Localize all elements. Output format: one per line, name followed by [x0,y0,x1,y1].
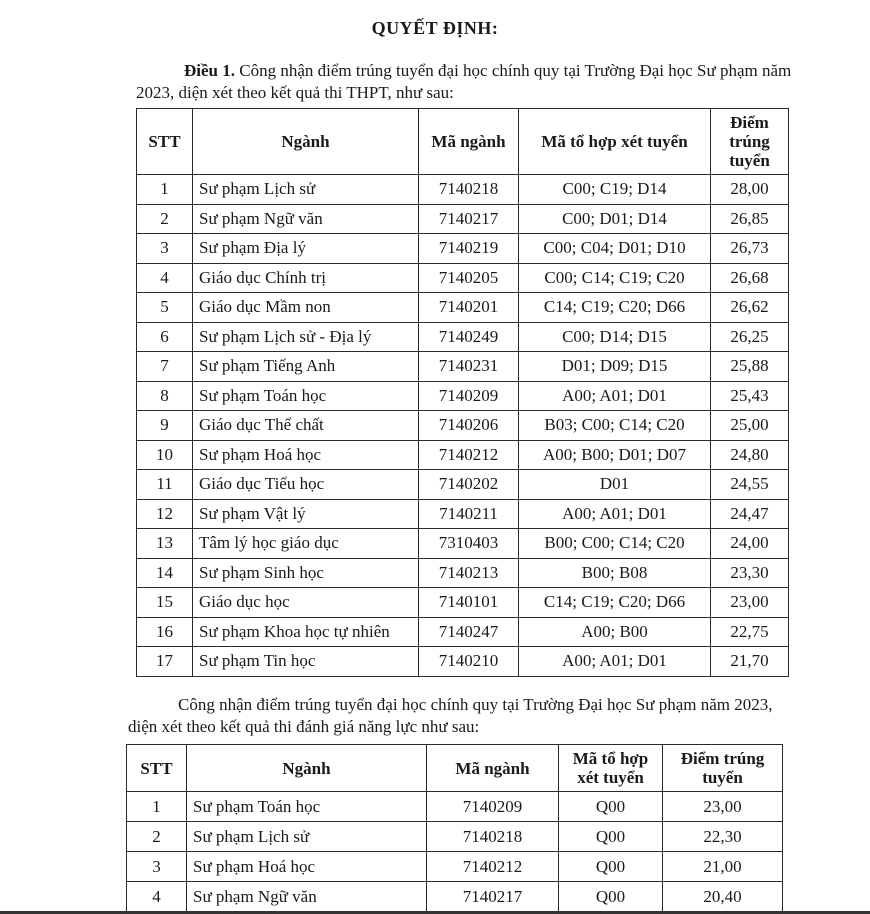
table-row [137,470,789,500]
cell-stt: 1 [127,792,187,822]
cell-diem: 25,00 [711,411,789,441]
cell-to-hop: Q00 [559,792,663,822]
table-header-row [137,109,789,175]
header-nganh: Ngành [187,745,427,792]
cell-diem: 28,00 [711,175,789,205]
cell-ma-nganh: 7140210 [419,647,519,677]
cell-stt: 3 [137,234,193,264]
cell-stt: 9 [137,411,193,441]
cell-stt: 3 [127,852,187,882]
cell-ma-nganh: 7140217 [427,882,559,912]
table-row [127,852,783,882]
cell-ma-nganh: 7140213 [419,558,519,588]
cell-nganh: Giáo dục Chính trị [193,263,419,293]
cell-ma-nganh: 7140205 [419,263,519,293]
article-1-paragraph [136,60,796,104]
cell-nganh: Sư phạm Hoá học [193,440,419,470]
cell-ma-nganh: 7140101 [419,588,519,618]
cell-to-hop: C00; D14; D15 [519,322,711,352]
cell-diem: 26,68 [711,263,789,293]
cell-diem: 26,25 [711,322,789,352]
cell-to-hop: C00; C14; C19; C20 [519,263,711,293]
cell-to-hop: A00; A01; D01 [519,499,711,529]
cell-nganh: Sư phạm Khoa học tự nhiên [193,617,419,647]
cell-to-hop: B03; C00; C14; C20 [519,411,711,441]
cell-diem: 26,85 [711,204,789,234]
cell-nganh: Sư phạm Vật lý [193,499,419,529]
article-1-label: Điều 1. [184,61,235,80]
cell-to-hop: C00; D01; D14 [519,204,711,234]
cell-nganh: Giáo dục Thể chất [193,411,419,441]
cell-stt: 8 [137,381,193,411]
cell-to-hop: C00; C04; D01; D10 [519,234,711,264]
document-heading: QUYẾT ĐỊNH: [371,18,499,38]
paragraph-2: Công nhận điểm trúng tuyển đại học chính quy tại Trường Đại học Sư phạm năm 2023, diện xét theo kết quả thi đánh giá năng lực như sau: [128,695,773,736]
table-row [127,882,783,912]
table-row [137,381,789,411]
cell-diem: 24,80 [711,440,789,470]
cell-diem: 22,30 [663,822,783,852]
cell-stt: 1 [137,175,193,205]
cell-ma-nganh: 7140212 [419,440,519,470]
cell-stt: 15 [137,588,193,618]
table-row [137,647,789,677]
cell-ma-nganh: 7140247 [419,617,519,647]
cell-diem: 22,75 [711,617,789,647]
article-1-text: Công nhận điểm trúng tuyển đại học chính quy tại Trường Đại học Sư phạm năm 2023, diện xét theo kết quả thi THPT, như sau: [136,61,792,102]
table-row [137,204,789,234]
header-to-hop: Mã tổ hợp xét tuyển [559,745,663,792]
cell-stt: 2 [127,822,187,852]
cell-diem: 25,43 [711,381,789,411]
cell-nganh: Sư phạm Ngữ văn [187,882,427,912]
cell-ma-nganh: 7140249 [419,322,519,352]
cell-to-hop: D01 [519,470,711,500]
cell-to-hop: A00; B00; D01; D07 [519,440,711,470]
cell-nganh: Sư phạm Địa lý [193,234,419,264]
table-row [137,558,789,588]
cell-ma-nganh: 7310403 [419,529,519,559]
cell-nganh: Sư phạm Lịch sử [193,175,419,205]
table-row [137,293,789,323]
table-row [137,234,789,264]
cell-nganh: Giáo dục Tiểu học [193,470,419,500]
cell-to-hop: A00; A01; D01 [519,647,711,677]
cell-ma-nganh: 7140209 [419,381,519,411]
table-row [137,352,789,382]
cell-nganh: Sư phạm Toán học [187,792,427,822]
cell-to-hop: C00; C19; D14 [519,175,711,205]
cell-nganh: Sư phạm Tiếng Anh [193,352,419,382]
cell-ma-nganh: 7140206 [419,411,519,441]
cell-stt: 13 [137,529,193,559]
cell-stt: 14 [137,558,193,588]
cell-nganh: Giáo dục Mầm non [193,293,419,323]
cell-stt: 7 [137,352,193,382]
header-diem: Điểm trúng tuyển [711,109,789,175]
cell-ma-nganh: 7140219 [419,234,519,264]
cell-ma-nganh: 7140202 [419,470,519,500]
header-to-hop: Mã tổ hợp xét tuyển [519,109,711,175]
cell-stt: 4 [137,263,193,293]
aptitude-table-body [127,792,783,912]
cell-stt: 4 [127,882,187,912]
cell-diem: 24,55 [711,470,789,500]
cell-diem: 26,73 [711,234,789,264]
cell-ma-nganh: 7140212 [427,852,559,882]
cell-diem: 24,00 [711,529,789,559]
cell-diem: 26,62 [711,293,789,323]
cell-to-hop: A00; B00 [519,617,711,647]
cell-stt: 11 [137,470,193,500]
cell-to-hop: C14; C19; C20; D66 [519,588,711,618]
table-row [127,792,783,822]
cell-diem: 23,00 [711,588,789,618]
table-row [137,322,789,352]
table-row [137,499,789,529]
table-row [127,822,783,852]
cell-diem: 20,40 [663,882,783,912]
cell-nganh: Sư phạm Sinh học [193,558,419,588]
table-row [137,175,789,205]
table-row [137,263,789,293]
thpt-table-body [137,175,789,677]
cell-to-hop: Q00 [559,822,663,852]
cell-ma-nganh: 7140231 [419,352,519,382]
cell-to-hop: A00; A01; D01 [519,381,711,411]
cell-stt: 12 [137,499,193,529]
cell-ma-nganh: 7140211 [419,499,519,529]
cell-ma-nganh: 7140209 [427,792,559,822]
cell-nganh: Sư phạm Toán học [193,381,419,411]
header-ma-nganh: Mã ngành [427,745,559,792]
table-row [137,411,789,441]
header-nganh: Ngành [193,109,419,175]
cell-stt: 2 [137,204,193,234]
table-row [137,588,789,618]
cell-to-hop: D01; D09; D15 [519,352,711,382]
aptitude-score-table [126,744,783,912]
header-diem: Điểm trúng tuyển [663,745,783,792]
cell-stt: 16 [137,617,193,647]
thpt-score-table [136,108,789,677]
cell-to-hop: B00; C00; C14; C20 [519,529,711,559]
cell-stt: 17 [137,647,193,677]
table-row [137,529,789,559]
cell-ma-nganh: 7140218 [419,175,519,205]
header-ma-nganh: Mã ngành [419,109,519,175]
cell-to-hop: Q00 [559,852,663,882]
cell-nganh: Sư phạm Tin học [193,647,419,677]
header-stt: STT [127,745,187,792]
cell-diem: 23,00 [663,792,783,822]
table-row [137,440,789,470]
cell-ma-nganh: 7140217 [419,204,519,234]
cell-stt: 10 [137,440,193,470]
header-stt: STT [137,109,193,175]
cell-diem: 24,47 [711,499,789,529]
table-header-row [127,745,783,792]
cell-diem: 25,88 [711,352,789,382]
cell-ma-nganh: 7140201 [419,293,519,323]
cell-diem: 21,70 [711,647,789,677]
cell-nganh: Sư phạm Hoá học [187,852,427,882]
cell-to-hop: C14; C19; C20; D66 [519,293,711,323]
cell-nganh: Tâm lý học giáo dục [193,529,419,559]
cell-nganh: Sư phạm Lịch sử - Địa lý [193,322,419,352]
cell-stt: 5 [137,293,193,323]
cell-diem: 21,00 [663,852,783,882]
table-row [137,617,789,647]
cell-nganh: Giáo dục học [193,588,419,618]
cell-ma-nganh: 7140218 [427,822,559,852]
cell-nganh: Sư phạm Lịch sử [187,822,427,852]
cell-to-hop: B00; B08 [519,558,711,588]
cell-to-hop: Q00 [559,882,663,912]
cell-diem: 23,30 [711,558,789,588]
cell-nganh: Sư phạm Ngữ văn [193,204,419,234]
cell-stt: 6 [137,322,193,352]
